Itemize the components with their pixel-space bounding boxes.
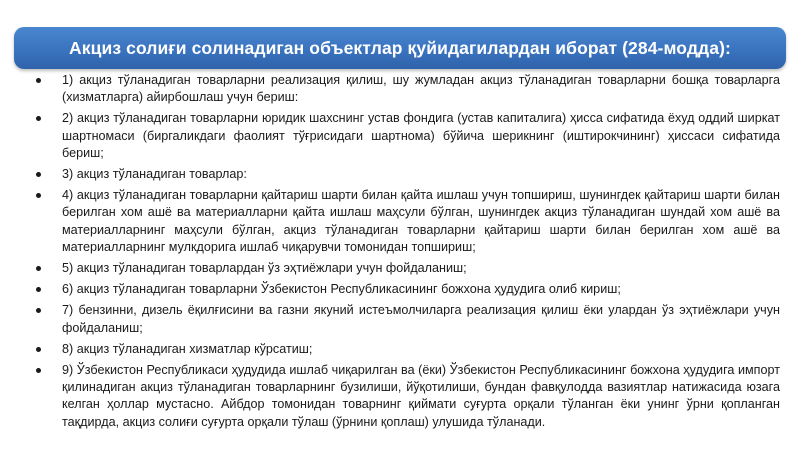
- list-item-text: 4) акциз тўланадиган товарларни қайтариш шарти билан қайта ишлаш учун топшириш, шунингдек қайтариш шарти билан берилган хом ашё ва материалларни қайта ишлаш маҳсули бўлган, шунингдек акциз тўланадиган шундай хом ашё ва материалларнинг маҳсули бўлган, акциз тўланадиган товарларни қайтариш шарти билан берилган хом ашё ва материалларнинг мулкдорига ишлаб чиқарувчи томонидан топшириш;: [62, 188, 780, 254]
- list-item-text: 6) акциз тўланадиган товарларни Ўзбекистон Республикасининг божхона ҳудудига олиб кириш;: [62, 282, 621, 297]
- list-item: [36, 72, 780, 106]
- bullet-icon: [36, 347, 41, 352]
- list-item: [36, 166, 780, 183]
- list-item: [36, 341, 780, 358]
- list-item: [36, 187, 780, 256]
- list-item: [36, 281, 780, 298]
- bullet-icon: [36, 266, 41, 271]
- list-item-text: 2) акциз тўланадиган товарларни юридик шахснинг устав фондига (устав капиталига) ҳисса сифатида ёхуд оддий ширкат шартномаси (биргаликдаги фаолият тўғрисидаги шартнома) бўйича шерикнинг (иштирокчининг) ҳиссаси сифатида бериш;: [62, 111, 780, 160]
- bullet-icon: [36, 78, 41, 83]
- list-item: [36, 362, 780, 431]
- bullet-icon: [36, 172, 41, 177]
- bullet-icon: [36, 368, 41, 373]
- slide-title: Акциз солиғи солинадиган объектлар қуйидагилардан иборат (284-модда):: [69, 37, 731, 58]
- list-item-text: 8) акциз тўланадиган хизматлар кўрсатиш;: [62, 341, 313, 356]
- list-item-text: 7) бензинни, дизель ёқилғисини ва газни якуний истеъмолчиларга реализация қилиш ёки улардан ўз эҳтиёжлари учун фойдаланиш;: [62, 303, 780, 335]
- list-item-text: 1) акциз тўланадиган товарларни реализация қилиш, шу жумладан акциз тўланадиган товарларни бошқа товарларга (хизматларга) айирбошлаш учун бериш:: [62, 73, 780, 105]
- bullet-list: [36, 72, 780, 435]
- bullet-icon: [36, 193, 41, 198]
- title-banner: [14, 27, 786, 69]
- list-item: [36, 260, 780, 277]
- bullet-icon: [36, 287, 41, 292]
- bullet-icon: [36, 308, 41, 313]
- bullet-icon: [36, 116, 41, 121]
- list-item: [36, 110, 780, 162]
- list-item-text: 9) Ўзбекистон Республикаси ҳудудида ишлаб чиқарилган ва (ёки) Ўзбекистон Республикасининг божхона ҳудудига импорт қилинадиган акциз тўланадиган товарларнинг бузилиши, йўқотилиши, бундан фавқулодда вазиятлар натижасида юзага келган ҳоллар мустасно. Айбдор томонидан товарнинг қиймати суғурта орқали тўланган ёки унинг ўрни қопланган тақдирда, акциз солиғи суғурта орқали тўлаш (ўрнини қоплаш) улушида тўланади.: [62, 363, 780, 429]
- list-item-text: 5) акциз тўланадиган товарлардан ўз эҳтиёжлари учун фойдаланиш;: [62, 261, 467, 276]
- list-item: [36, 302, 780, 336]
- list-item-text: 3) акциз тўланадиган товарлар:: [62, 167, 247, 182]
